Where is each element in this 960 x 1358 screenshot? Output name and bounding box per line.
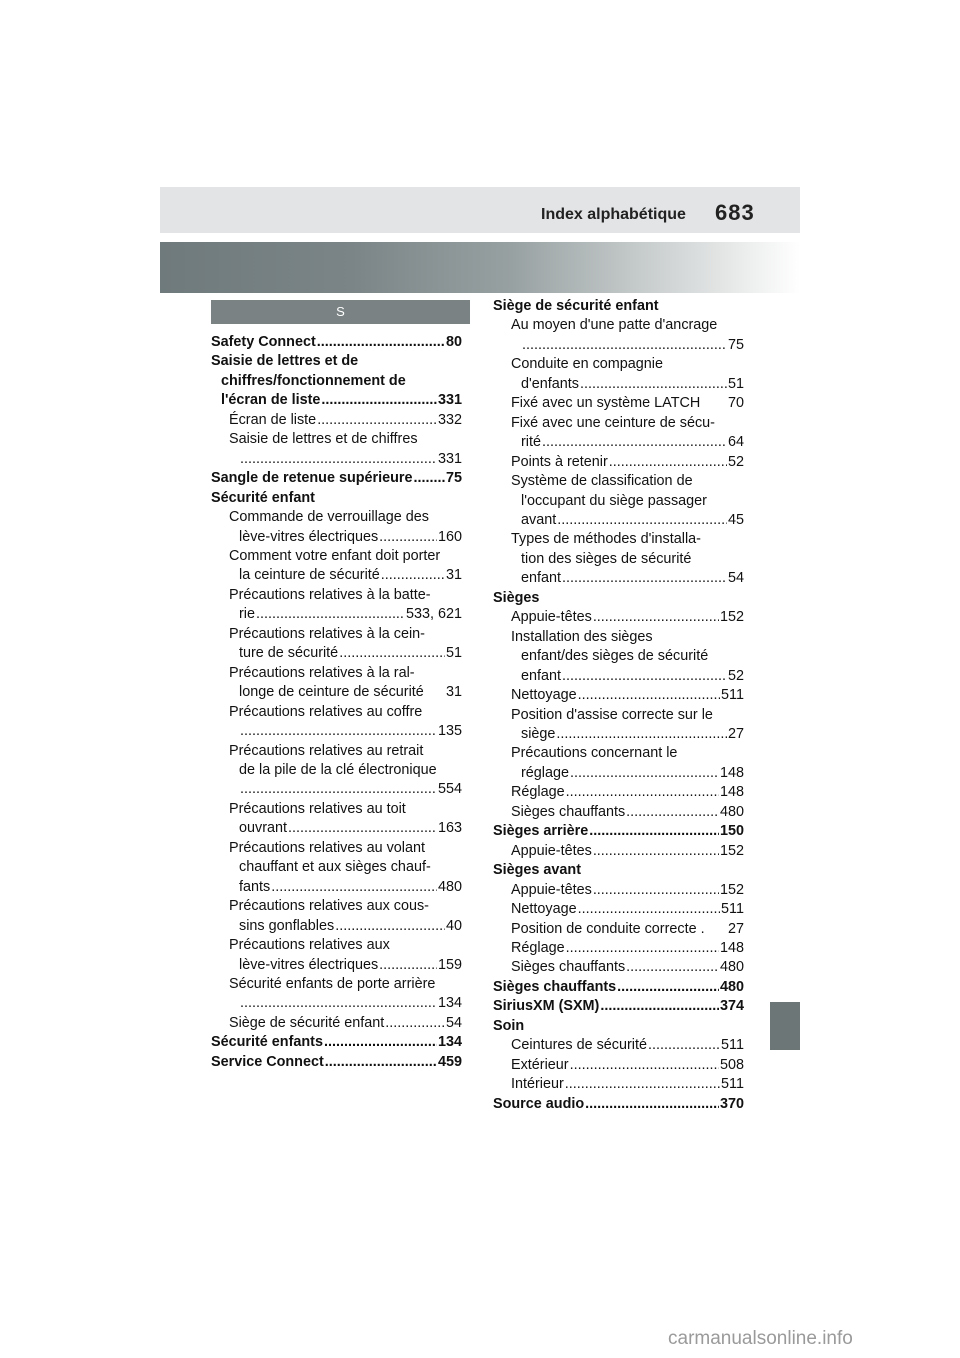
leader-dots	[593, 842, 719, 861]
section-tab	[770, 1002, 800, 1050]
entry-label: l'écran de liste	[221, 392, 321, 409]
leader-dots	[414, 469, 445, 488]
entry-label: Ceintures de sécurité	[511, 1037, 647, 1054]
watermark: carmanualsonline.info	[668, 1328, 853, 1349]
entry-label: Intérieur	[511, 1076, 564, 1093]
entry-leader-line	[511, 686, 744, 705]
header-bar	[160, 187, 800, 233]
index-entry	[493, 822, 744, 841]
index-entry	[493, 355, 744, 394]
leader-dots	[585, 1095, 719, 1114]
index-column-right	[493, 297, 744, 1114]
entry-leader-line	[211, 333, 462, 352]
entry-page-ref[interactable]: 480	[719, 959, 744, 976]
entry-leader-line	[511, 1075, 744, 1094]
leader-dots	[542, 433, 727, 452]
index-entry	[493, 920, 744, 939]
entry-text-line: Précautions relatives au volant	[229, 839, 425, 856]
index-entry	[211, 489, 462, 508]
entry-page-ref[interactable]: 45	[727, 511, 744, 528]
entry-text-line: enfant/des sièges de sécurité	[521, 648, 709, 665]
entry-text-line: Commande de verrouillage des	[229, 509, 429, 526]
entry-leader-line	[211, 391, 462, 410]
index-entry	[493, 939, 744, 958]
entry-leader-line	[229, 819, 462, 838]
entry-text-line: Précautions relatives à la batte-	[229, 586, 431, 603]
entry-text-line: Siège de sécurité enfant	[493, 298, 659, 314]
entry-page-ref[interactable]: 332	[437, 411, 462, 428]
entry-text-line: Précautions concernant le	[511, 745, 678, 762]
index-entry	[493, 297, 744, 316]
entry-leader-line	[229, 683, 462, 702]
entry-label: enfant	[521, 570, 562, 587]
entry-text-line: Installation des sièges	[511, 628, 653, 645]
index-entry	[211, 897, 462, 936]
entry-label: Fixé avec un système LATCH	[511, 395, 701, 412]
index-entry	[493, 1036, 744, 1055]
leader-dots	[335, 917, 445, 936]
entry-page-ref[interactable]: 70	[727, 395, 744, 412]
entry-page-ref[interactable]: 331	[437, 392, 462, 409]
entry-leader-line	[229, 450, 462, 469]
index-entry	[211, 469, 462, 488]
leader-dots	[648, 1036, 720, 1055]
entry-text-line: Précautions relatives au toit	[229, 800, 406, 817]
entry-label: ture de sécurité	[239, 645, 339, 662]
entry-text-line: Fixé avec une ceinture de sécu-	[511, 414, 715, 431]
index-entry	[211, 703, 462, 742]
entry-leader-line	[493, 822, 744, 841]
entry-label: sins gonflables	[239, 917, 335, 934]
entry-leader-line	[511, 900, 744, 919]
entry-leader-line	[511, 764, 744, 783]
entry-text-line: Sécurité enfants de porte arrière	[229, 975, 436, 992]
entry-label: Sièges chauffants	[511, 959, 626, 976]
index-entry	[493, 1075, 744, 1094]
index-entry	[211, 975, 462, 1014]
entry-leader-line	[229, 605, 462, 624]
entry-text-line: Précautions relatives à la cein-	[229, 625, 425, 642]
entry-leader-line	[511, 881, 744, 900]
entry-leader-line	[229, 528, 462, 547]
entry-label: Nettoyage	[511, 687, 577, 704]
index-entry	[211, 1014, 462, 1033]
entry-leader-line	[511, 939, 744, 958]
leader-dots	[381, 566, 445, 585]
index-entry	[211, 586, 462, 625]
entry-page-ref[interactable]: 459	[437, 1053, 462, 1070]
index-entry	[493, 1056, 744, 1075]
entry-label: lève-vitres électriques	[239, 528, 379, 545]
page-title: Index alphabétique	[541, 206, 686, 223]
index-entry	[493, 686, 744, 705]
entry-leader-line	[511, 803, 744, 822]
entry-page-ref[interactable]: 374	[719, 998, 744, 1015]
index-entry	[493, 783, 744, 802]
leader-dots	[565, 1075, 720, 1094]
index-entry	[211, 547, 462, 586]
entry-page-ref[interactable]: 54	[445, 1014, 462, 1031]
entry-label: avant	[521, 511, 557, 528]
entry-page-ref[interactable]: 54	[727, 570, 744, 587]
leader-dots	[626, 803, 719, 822]
entry-leader-line	[229, 722, 462, 741]
entry-page-ref[interactable]: 51	[445, 645, 462, 662]
leader-dots	[562, 667, 727, 686]
entry-text-line: Précautions relatives au coffre	[229, 703, 423, 720]
entry-page-ref[interactable]: 135	[437, 723, 462, 740]
index-entry	[493, 706, 744, 745]
entry-text-line: Précautions relatives aux cous-	[229, 898, 429, 915]
index-entry	[493, 881, 744, 900]
entry-text-line: Précautions relatives à la ral-	[229, 664, 415, 681]
leader-dots	[600, 997, 719, 1016]
leader-dots	[240, 994, 437, 1013]
entry-page-ref[interactable]: 160	[437, 528, 462, 545]
index-entry	[493, 472, 744, 530]
index-entry	[493, 1095, 744, 1114]
leader-dots	[379, 528, 437, 547]
entry-page-ref[interactable]: 150	[719, 823, 744, 840]
entry-page-ref[interactable]: 148	[719, 939, 744, 956]
entry-label: fants	[239, 878, 271, 895]
entry-leader-line	[229, 878, 462, 897]
entry-text-line: l'occupant du siège passager	[521, 492, 707, 509]
entry-leader-line	[511, 394, 744, 413]
index-entry	[493, 861, 744, 880]
leader-dots	[240, 450, 437, 469]
entry-label: lève-vitres électriques	[239, 956, 379, 973]
entry-label: Sièges chauffants	[511, 803, 626, 820]
leader-dots	[321, 391, 437, 410]
index-entry	[211, 664, 462, 703]
entry-leader-line	[229, 780, 462, 799]
leader-dots	[339, 644, 445, 663]
index-entry	[211, 1033, 462, 1052]
index-entry	[493, 530, 744, 588]
leader-dots	[566, 939, 719, 958]
entry-leader-line	[511, 1056, 744, 1075]
entry-page-ref[interactable]: 480	[719, 803, 744, 820]
entry-page-ref[interactable]: 152	[719, 609, 744, 626]
entry-label: Sangle de retenue supérieure	[211, 470, 413, 487]
entry-leader-line	[511, 608, 744, 627]
entry-label: Service Connect	[211, 1053, 324, 1070]
entry-page-ref[interactable]: 331	[437, 450, 462, 467]
entry-leader-line	[511, 569, 744, 588]
entry-label: Points à retenir	[511, 453, 608, 470]
entry-label: Appuie-têtes	[511, 842, 592, 859]
leader-dots	[556, 725, 727, 744]
entry-leader-line	[511, 667, 744, 686]
entry-label: d'enfants	[521, 375, 579, 392]
index-entry	[211, 430, 462, 469]
entry-label: Siège de sécurité enfant	[229, 1014, 385, 1031]
entry-leader-line	[229, 994, 462, 1013]
entry-leader-line	[493, 978, 744, 997]
entry-text-line: Système de classification de	[511, 473, 693, 490]
entry-label: la ceinture de sécurité	[239, 567, 380, 584]
entry-page-ref[interactable]: 554	[437, 781, 462, 798]
index-entry	[211, 742, 462, 800]
leader-dots	[240, 780, 437, 799]
entry-label: Position de conduite correcte .	[511, 920, 705, 937]
leader-dots	[288, 819, 437, 838]
index-entry	[211, 411, 462, 430]
entry-page-ref[interactable]: 511	[721, 1076, 744, 1093]
entry-label: Appuie-têtes	[511, 609, 592, 626]
entry-label: Écran de liste	[229, 411, 317, 428]
entry-page-ref[interactable]: 511	[721, 1037, 744, 1054]
index-entry	[211, 625, 462, 664]
leader-dots	[570, 764, 719, 783]
entry-page-ref[interactable]: 163	[437, 820, 462, 837]
index-entry	[493, 842, 744, 861]
entry-page-ref[interactable]: 31	[445, 684, 462, 701]
entry-page-ref[interactable]: 152	[719, 881, 744, 898]
entry-leader-line	[229, 566, 462, 585]
entry-text-line: chiffres/fonctionnement de	[221, 372, 406, 389]
entry-page-ref[interactable]: 52	[727, 667, 744, 684]
decorative-band	[160, 242, 800, 293]
entry-leader-line	[229, 644, 462, 663]
leader-dots	[271, 878, 437, 897]
entry-label: longe de ceinture de sécurité	[239, 684, 424, 701]
entry-text-line: de la pile de la clé électronique	[239, 761, 437, 778]
leader-dots	[562, 569, 727, 588]
index-entry	[493, 803, 744, 822]
leader-dots	[385, 1014, 445, 1033]
entry-page-ref[interactable]: 134	[437, 995, 462, 1012]
index-entry	[493, 900, 744, 919]
entry-label: Nettoyage	[511, 901, 577, 918]
entry-label: Source audio	[493, 1095, 585, 1112]
index-entry	[493, 316, 744, 355]
entry-label: Réglage	[511, 939, 565, 956]
entry-page-ref[interactable]: 40	[445, 917, 462, 934]
entry-leader-line	[511, 842, 744, 861]
leader-dots	[593, 881, 719, 900]
leader-dots	[570, 1056, 719, 1075]
entry-text-line: Soin	[493, 1017, 525, 1034]
leader-dots	[522, 336, 727, 355]
leader-dots	[593, 608, 719, 627]
leader-dots	[617, 978, 719, 997]
entry-leader-line	[511, 511, 744, 530]
index-entry	[493, 628, 744, 686]
entry-leader-line	[229, 411, 462, 430]
leader-dots	[324, 1033, 437, 1052]
entry-page-ref[interactable]: 27	[727, 920, 744, 937]
entry-label: Safety Connect	[211, 334, 316, 350]
entry-leader-line	[229, 956, 462, 975]
entry-text-line: Sièges	[493, 589, 540, 606]
entry-text-line: Sécurité enfant	[211, 489, 315, 506]
entry-label: Appuie-têtes	[511, 881, 592, 898]
entry-leader-line	[511, 375, 744, 394]
entry-label: Sièges chauffants	[493, 978, 617, 995]
entry-leader-line	[511, 336, 744, 355]
entry-text-line: Sièges avant	[493, 862, 581, 879]
entry-label: Extérieur	[511, 1056, 569, 1073]
entry-label: Réglage	[511, 784, 565, 801]
entry-page-ref[interactable]: 511	[721, 687, 744, 704]
entry-page-ref[interactable]: 134	[437, 1034, 462, 1051]
entry-text-line: Conduite en compagnie	[511, 356, 664, 373]
index-column-left	[211, 333, 462, 1072]
entry-text-line: Saisie de lettres et de	[211, 353, 359, 370]
index-entry	[211, 839, 462, 897]
entry-page-ref[interactable]: 64	[727, 434, 744, 451]
entry-label: Sièges arrière	[493, 823, 589, 840]
entry-leader-line	[511, 920, 744, 939]
page-number: 683	[715, 200, 755, 225]
leader-dots	[379, 956, 437, 975]
entry-leader-line	[211, 469, 462, 488]
index-entry	[493, 958, 744, 977]
entry-leader-line	[229, 917, 462, 936]
entry-leader-line	[511, 1036, 744, 1055]
section-letter-header: S	[211, 300, 470, 324]
entry-page-ref[interactable]: 480	[437, 878, 462, 895]
entry-leader-line	[511, 433, 744, 452]
entry-page-ref[interactable]: 75	[445, 470, 462, 487]
entry-page-ref[interactable]: 27	[727, 725, 744, 742]
entry-label: réglage	[521, 764, 570, 781]
index-entry	[211, 352, 462, 410]
entry-leader-line	[493, 1095, 744, 1114]
entry-leader-line	[211, 1053, 462, 1072]
index-entry	[211, 508, 462, 547]
index-entry	[493, 414, 744, 453]
index-entry	[211, 333, 462, 352]
index-entry	[493, 978, 744, 997]
index-entry	[493, 453, 744, 472]
leader-dots	[626, 958, 719, 977]
leader-dots	[566, 783, 719, 802]
entry-label: rie	[239, 606, 255, 623]
entry-text-line: Comment votre enfant doit porter	[229, 547, 441, 564]
entry-text-line: Au moyen d'une patte d'ancrage	[511, 317, 718, 334]
entry-page-ref[interactable]: 51	[727, 375, 744, 392]
index-entry	[211, 936, 462, 975]
entry-text-line: Saisie de lettres et de chiffres	[229, 431, 418, 448]
entry-label: ouvrant	[239, 820, 287, 837]
entry-label: SiriusXM (SXM)	[493, 998, 600, 1015]
entry-page-ref[interactable]: 148	[719, 784, 744, 801]
entry-page-ref[interactable]: 159	[437, 956, 462, 973]
entry-text-line: tion des sièges de sécurité	[521, 550, 692, 567]
entry-leader-line	[493, 997, 744, 1016]
entry-page-ref[interactable]: 52	[727, 453, 744, 470]
entry-text-line: Types de méthodes d'installa-	[511, 531, 701, 548]
index-entry	[493, 589, 744, 608]
leader-dots	[578, 686, 720, 705]
entry-leader-line	[211, 1033, 462, 1052]
entry-page-ref[interactable]: 31	[445, 567, 462, 584]
entry-leader-line	[229, 1014, 462, 1033]
entry-leader-line	[511, 725, 744, 744]
entry-leader-line	[511, 958, 744, 977]
leader-dots	[589, 822, 719, 841]
index-entry	[493, 394, 744, 413]
leader-dots	[580, 375, 727, 394]
index-entry	[493, 608, 744, 627]
leader-dots	[557, 511, 727, 530]
entry-text-line: Position d'assise correcte sur le	[511, 706, 713, 723]
index-entry	[493, 997, 744, 1016]
index-entry	[493, 1017, 744, 1036]
leader-dots	[325, 1053, 437, 1072]
entry-page-ref[interactable]: 80	[445, 334, 462, 350]
entry-page-ref[interactable]: 533, 621	[405, 606, 462, 623]
entry-label: rité	[521, 434, 541, 451]
leader-dots	[240, 722, 437, 741]
entry-label: Sécurité enfants	[211, 1034, 323, 1051]
entry-leader-line	[511, 783, 744, 802]
entry-text-line: Précautions relatives au retrait	[229, 742, 424, 759]
entry-page-ref[interactable]: 148	[719, 764, 744, 781]
entry-label: enfant	[521, 667, 562, 684]
entry-text-line: chauffant et aux sièges chauf-	[239, 859, 431, 876]
entry-leader-line	[511, 453, 744, 472]
entry-text-line: Précautions relatives aux	[229, 937, 390, 954]
entry-page-ref[interactable]: 511	[721, 901, 744, 918]
leader-dots	[256, 605, 405, 624]
index-entry	[493, 744, 744, 783]
index-entry	[211, 1053, 462, 1072]
leader-dots	[609, 453, 727, 472]
leader-dots	[578, 900, 720, 919]
leader-dots	[317, 411, 437, 430]
entry-label: siège	[521, 725, 556, 742]
entry-page-ref[interactable]: 508	[719, 1056, 744, 1073]
entry-page-ref[interactable]: 75	[727, 336, 744, 353]
leader-dots	[317, 333, 445, 352]
index-entry	[211, 800, 462, 839]
entry-page-ref[interactable]: 370	[719, 1095, 744, 1112]
entry-page-ref[interactable]: 152	[719, 842, 744, 859]
entry-page-ref[interactable]: 480	[719, 978, 744, 995]
